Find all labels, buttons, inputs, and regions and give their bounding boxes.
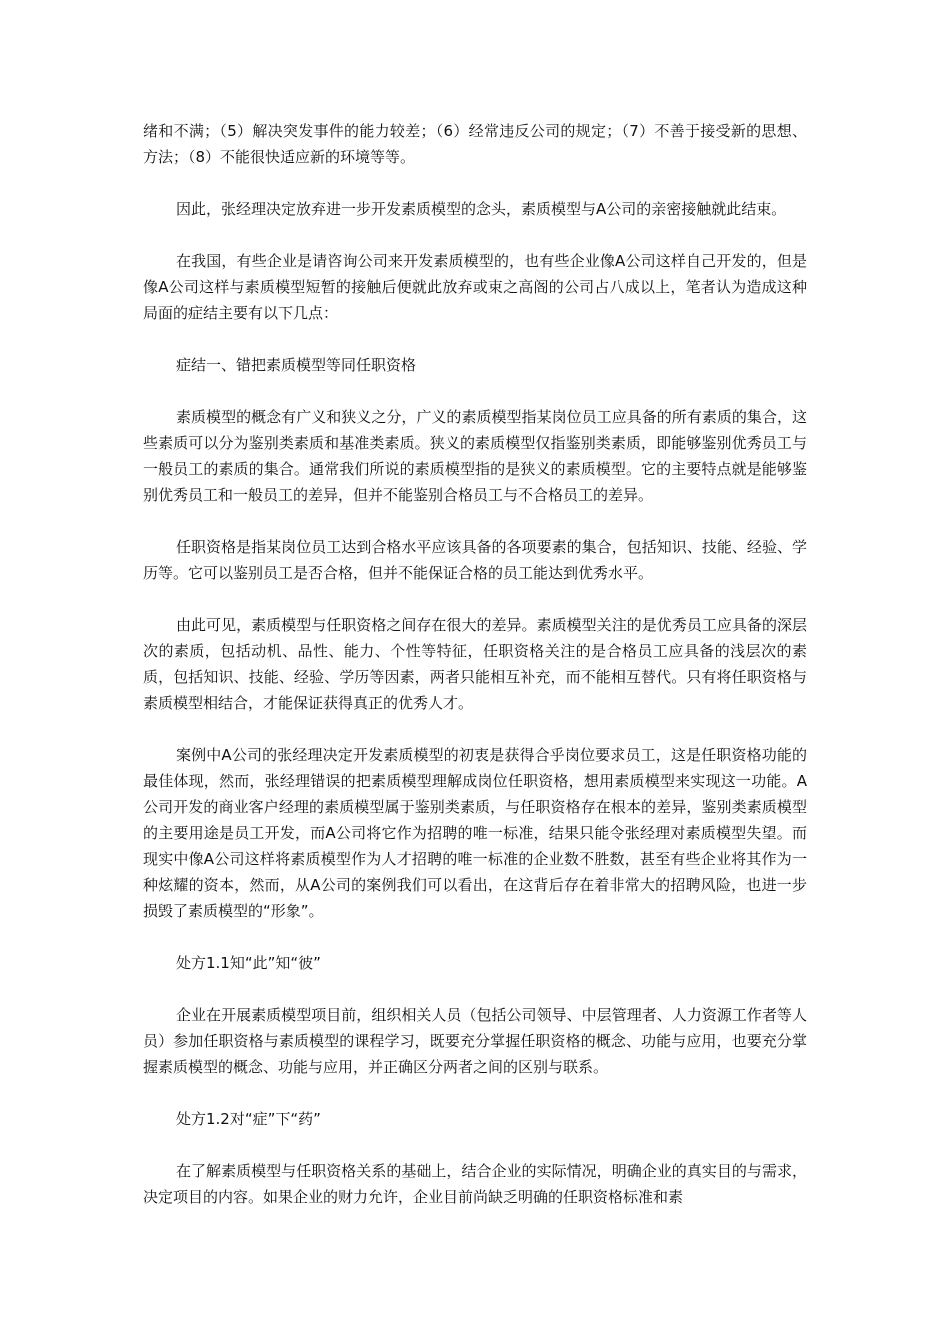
section-heading-prescription-1-2: 处方1.2对“症”下“药” [176, 1110, 321, 1128]
paragraph-decision: 因此，张经理决定放弃进一步开发素质模型的念头，素质模型与A公司的亲密接触就此结束。 [176, 200, 787, 218]
paragraph-domestic-situation: 在我国，有些企业是请咨询公司来开发素质模型的，也有些企业像A公司这样自己开发的，但是像A公司这样与素质模型短暂的接触后便就此放弃或束之高阁的公司占八成以上，笔者认为造成这种局面的症结主要有以下几点： [143, 252, 807, 322]
paragraph-needs-analysis: 在了解素质模型与任职资格关系的基础上，结合企业的实际情况，明确企业的真实目的与需求，决定项目的内容。如果企业的财力允许，企业目前尚缺乏明确的任职资格标准和素 [143, 1162, 807, 1206]
document-body [143, 118, 807, 1236]
paragraph-training: 企业在开展素质模型项目前，组织相关人员（包括公司领导、中层管理者、人力资源工作者等人员）参加任职资格与素质模型的课程学习，既要充分掌握任职资格的概念、功能与应用，也要充分掌握素质模型的概念、功能与应用，并正确区分两者之间的区别与联系。 [143, 1006, 807, 1076]
paragraph-difference: 由此可见，素质模型与任职资格之间存在很大的差异。素质模型关注的是优秀员工应具备的深层次的素质，包括动机、品性、能力、个性等特征，任职资格关注的是合格员工应具备的浅层次的素质，包括知识、技能、经验、学历等因素，两者只能相互补充，而不能相互替代。只有将任职资格与素质模型相结合，才能保证获得真正的优秀人才。 [143, 616, 807, 712]
paragraph-job-qualification: 任职资格是指某岗位员工达到合格水平应该具备的各项要素的集合，包括知识、技能、经验、学历等。它可以鉴别员工是否合格，但并不能保证合格的员工能达到优秀水平。 [143, 538, 807, 582]
paragraph-case-analysis: 案例中A公司的张经理决定开发素质模型的初衷是获得合乎岗位要求员工，这是任职资格功能的最佳体现，然而，张经理错误的把素质模型理解成岗位任职资格，想用素质模型来实现这一功能。A公司开发的商业客户经理的素质模型属于鉴别类素质，与任职资格存在根本的差异，鉴别类素质模型的主要用途是员工开发，而A公司将它作为招聘的唯一标准，结果只能令张经理对素质模型失望。而现实中像A公司这样将素质模型作为人才招聘的唯一标准的企业数不胜数，甚至有些企业将其作为一种炫耀的资本，然而，从A公司的案例我们可以看出，在这背后存在着非常大的招聘风险，也进一步损毁了素质模型的“形象”。 [143, 746, 807, 920]
section-heading-crux-one: 症结一、错把素质模型等同任职资格 [176, 356, 417, 374]
paragraph-competency-model-concept: 素质模型的概念有广义和狭义之分，广义的素质模型指某岗位员工应具备的所有素质的集合，这些素质可以分为鉴别类素质和基准类素质。狭义的素质模型仅指鉴别类素质，即能够鉴别优秀员工与一般员工的素质的集合。通常我们所说的素质模型指的是狭义的素质模型。它的主要特点就是能够鉴别优秀员工和一般员工的差异，但并不能鉴别合格员工与不合格员工的差异。 [143, 408, 807, 504]
section-heading-prescription-1-1: 处方1.1知“此”知“彼” [176, 954, 321, 972]
paragraph-continued: 绪和不满；（5）解决突发事件的能力较差；（6）经常违反公司的规定；（7）不善于接受新的思想、方法；（8）不能很快适应新的环境等等。 [143, 122, 807, 166]
